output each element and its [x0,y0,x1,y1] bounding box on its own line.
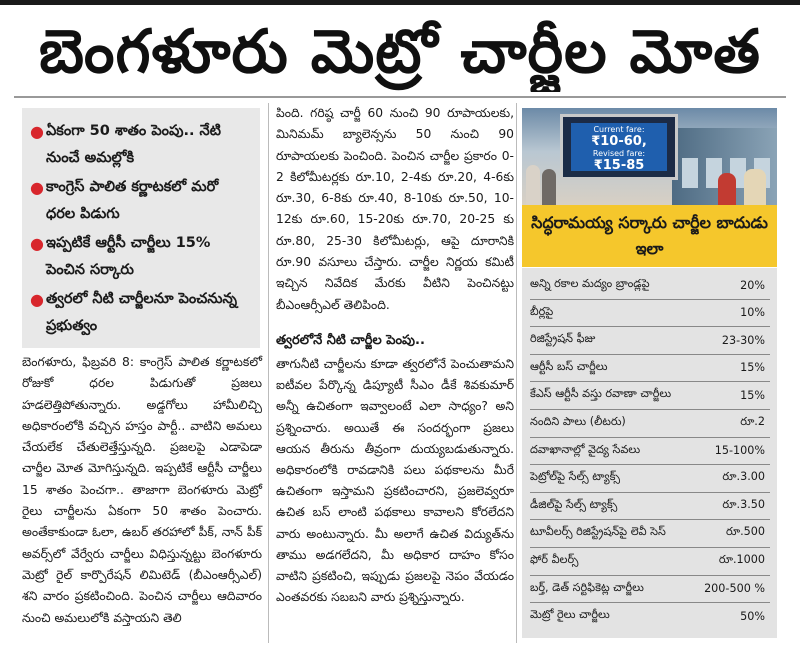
table-row [522,300,777,326]
table-row [522,520,777,546]
board-revised-label: Revised fare: [592,149,646,158]
passenger-figure [526,165,540,205]
table-row [522,355,777,381]
charge-item-value: 15% [740,388,765,402]
charge-item-label: ఫోర్ వీలర్స్ [530,553,579,566]
charge-item-value: 10% [740,306,765,320]
highlights-box [22,108,260,348]
fare-display-board [560,114,678,180]
charge-item-label: నందిని పాలు (లీటరు) [530,415,626,428]
charge-item-label: రిజిస్ట్రేషన్ ఫీజు [530,332,596,346]
charge-item-label: అన్ని రకాల మద్యం బ్రాండ్లపై [530,277,650,290]
article-body-left: బెంగళూరు, ఫిబ్రవరి 8: కాంగ్రెస్ పాలిత కర్ణాటకలో రోజుకో ధరల పిడుగుతో ప్రజలు హడలెత్తిపోతున్నారు. అడ్డగోలు హామీలిచ్చి అధికారంలోకి వచ్చిన హస్తం పార్టీ.. వాటిని అమలు చేయలేక చేతులెత్తేస్తున్నది. ప్రజలపై ఎడాపెడా చార్జీల మోత మోగిస్తున్నది. ఇప్పటికే ఆర్టీసీ చార్జీలు 15 శాతం పెంచగా.. తాజాగా బెంగళూరు మెట్రో రైలు చార్జీలను ఏకంగా 50 శాతం పెంచారు. అంతేకాకుండా ఓలా, ఉబర్ తరహాలో పీక్, నాన్ పీక్ అవర్స్‌లో వేర్వేరు చార్జీలు విధిస్తున్నట్టు బెంగళూరు మెట్రో రైల్ కార్పొరేషన్ లిమిటెడ్ (బీఎంఆర్సీఎల్) శని వారం ప్రకటించింది. పెంచిన చార్జీలు ఆదివారం నుంచి అమలులోకి వస్తాయని తెలి [22,355,262,625]
charge-item-value: 20% [740,278,765,292]
train-window [682,158,698,188]
highlight-text: కాంగ్రెస్ పాలిత కర్ణాటకలో మరో ధరల పిడుగు [46,179,219,222]
table-row [522,272,777,298]
charge-item-label: దవాఖానాల్లో వైద్య సేవలు [530,442,641,456]
headline-rule [14,96,786,98]
highlight-text: త్వరలో నీటి చార్జీలనూ పెంచనున్న ప్రభుత్వం [46,291,237,334]
metro-station-photo [522,108,777,205]
article-body-middle: పింది. గరిష్ఠ చార్జీ 60 నుంచి 90 రూపాయలకు, మినిమమ్ బ్యాలెన్సను 50 నుంచి 90 రూపాయలకు పెంచింది. పెంచిన చార్జీల ప్రకారం 0-2 కిలోమీటర్లకు రూ.10, 2-4కు రూ.20, 4-6కు రూ.30, 6-8కు రూ.40, 8-10కు రూ.50, 10-12కు రూ.60, 15-20కు రూ.70, 20-25 కు రూ.80, 25-30 కిలోమీటర్లు, ఆపై దూరానికి రూ.90 వసూలు చేస్తారు. చార్జీల నిర్ణయ కమిటీ ఇచ్చిన నివేదిక మేరకు వీటిని పెంచినట్టు బీఎంఆర్సీఎల్ తెలిపింది. [276,106,514,312]
article-body-middle-2: తాగునీటి చార్జీలను కూడా త్వరలోనే పెంచుతామని ఐటీవల పేర్కొన్న డిప్యూటీ సీఎం డీకే శివకుమార్ అన్నీ ఉచితంగా ఇవ్వాలంటే ఎలా సాధ్యం? అని ప్రశ్నించారు. అయితే ఈ సందర్భంగా ప్రజలు ఆయన తీరును తీవ్రంగా దుయ్యబడుతున్నారు. అధికారంలోకి రావడానికి పలు పథకాలను మీరే ఉచితంగా ఇస్తామని ప్రకటించారని, ప్రజలెవ్వరూ ఉచిత బస్ లాంటి పథకాలు కావాలని కోరలేదని వారు అంటున్నారు. మీ అలాగే ఉచిత విద్యుత్‌ను తాము అడగలేదని, మీ అధికార దాహం కోసం వాటిని ప్రకటించి, ఇప్పుడు ప్రజలపై నెపం వేయడం ఎంతవరకు సబబని వారు ప్రశ్నిస్తున్నారు. [276,357,514,605]
charge-item-value: 50% [740,609,765,623]
column-divider [268,103,269,643]
bullet-dot-icon: ● [30,234,44,253]
bullet-dot-icon: ● [30,178,44,197]
charge-item-value: రూ.3.50 [722,497,765,511]
charge-item-value: 23-30% [721,333,765,347]
charge-item-value: రూ.2 [740,415,765,428]
highlight-item [30,230,252,284]
board-revised-fare: ₹15-85 [593,158,645,173]
bullet-dot-icon: ● [30,290,44,309]
section-subhead: త్వరలోనే నీటి చార్జీల పెంపు.. [276,333,425,348]
charge-item-label: టూవీలర్స్ రిజిస్ట్రేషన్‌పై లెవీ సెస్ [530,525,666,539]
table-row [522,548,777,574]
charges-table-title: సిద్ధరామయ్య సర్కారు చార్జీల బాదుడు ఇలా [522,205,777,267]
charge-item-label: మెట్రో రైలు చార్జీలు [530,608,610,622]
charge-item-value: 15-100% [714,444,765,458]
table-row [522,327,777,353]
highlight-item [30,174,252,228]
board-current-fare: ₹10-60, [591,134,647,149]
highlight-text: ఏకంగా 50 శాతం పెంపు.. నేటి నుంచే అమల్లోకి [46,123,221,166]
charge-item-label: కేఎస్ ఆర్టీసీ వస్తు రవాణా చార్జీలు [530,387,672,401]
table-row [522,410,777,436]
top-border [0,0,800,5]
highlight-item [30,286,252,340]
table-row [522,493,777,519]
board-current-label: Current fare: [593,125,645,134]
passenger-figure [718,173,736,205]
charge-item-label: పెట్రోల్‌పై సేల్స్ ట్యాక్స్ [530,470,621,484]
charge-item-value: రూ.500 [725,525,765,539]
bullet-dot-icon: ● [30,122,44,141]
table-row [522,576,777,602]
charge-item-value: 200-500 % [704,582,765,596]
table-row [522,465,777,491]
charge-item-label: ఆర్టీసీ బస్ చార్జీలు [530,359,608,373]
passenger-figure [542,169,556,205]
charge-item-value: రూ.3.00 [722,470,765,484]
charge-item-label: బర్త్, డెత్ సర్టిఫికెట్ల చార్జీలు [530,580,644,594]
table-row [522,382,777,408]
charges-table [522,268,777,638]
table-row [522,603,777,629]
table-row [522,438,777,464]
highlight-text: ఇప్పటికే ఆర్టీసీ చార్జీలు 15% పెంచిన సర్కారు [46,235,211,278]
charge-item-value: రూ.1000 [718,553,765,566]
column-divider [516,103,517,643]
headline: బెంగళూరు మెట్రో చార్జీల మోత [39,17,761,87]
charge-item-value: 15% [740,361,765,375]
passenger-figure [744,169,766,205]
highlight-item [30,118,252,172]
charge-item-label: డీజిల్‌పై సేల్స్ ట్యాక్స్ [530,497,618,511]
charge-item-label: బీర్లపై [530,304,554,318]
